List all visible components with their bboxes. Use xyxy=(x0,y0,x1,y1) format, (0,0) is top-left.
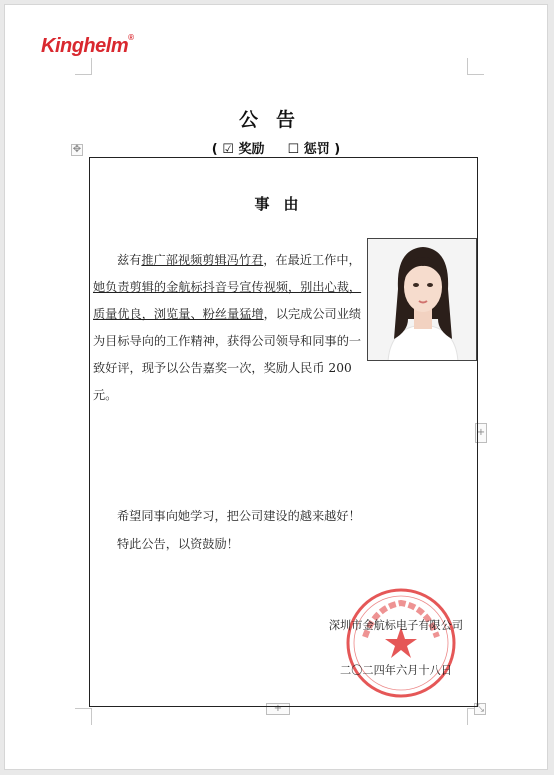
section-heading: 事由 xyxy=(254,195,313,213)
employee-photo xyxy=(367,238,477,361)
notice-title: 公告 xyxy=(238,109,313,131)
notice-body-paragraph: 兹有推广部视频剪辑冯竹君，在最近工作中，她负责剪辑的金航标抖音号宣传视频，别出心裁，质量优良，浏览量、粉丝量猛增，以完成公司业绩为目标导向的工作精神，获得公司领导和同事的一致好评，现予以公告嘉奖一次，奖励人民币 200元。 xyxy=(93,253,362,402)
reward-checkbox[interactable]: ☑ xyxy=(222,142,234,157)
notice-type-options: ( ☑ 奖励 ☐ 惩罚 ) xyxy=(211,142,341,157)
crop-mark-top-right xyxy=(467,58,484,75)
reward-label: 奖励 xyxy=(238,142,265,157)
add-column-handle[interactable]: + xyxy=(475,423,487,443)
signature-date: 二〇二四年六月十八日 xyxy=(340,664,452,677)
document-page xyxy=(4,4,548,770)
closing-line-2: 特此公告，以资鼓励！ xyxy=(117,537,239,551)
punish-checkbox[interactable]: ☐ xyxy=(287,142,300,157)
crop-mark-bottom-left xyxy=(75,708,92,725)
company-seal-icon xyxy=(345,587,457,699)
crop-mark-top-left xyxy=(75,58,92,75)
signature-company: 深圳市金航标电子有限公司 xyxy=(328,619,464,632)
closing-line-1: 希望同事向她学习，把公司建设的越来越好！ xyxy=(117,509,361,523)
table-move-handle[interactable]: ✥ xyxy=(72,144,82,155)
punish-label: 惩罚 xyxy=(303,142,330,157)
company-logo: Kinghelm® xyxy=(41,33,134,57)
table-resize-handle[interactable]: ⤡ xyxy=(476,703,484,714)
add-row-handle[interactable]: + xyxy=(266,703,290,715)
